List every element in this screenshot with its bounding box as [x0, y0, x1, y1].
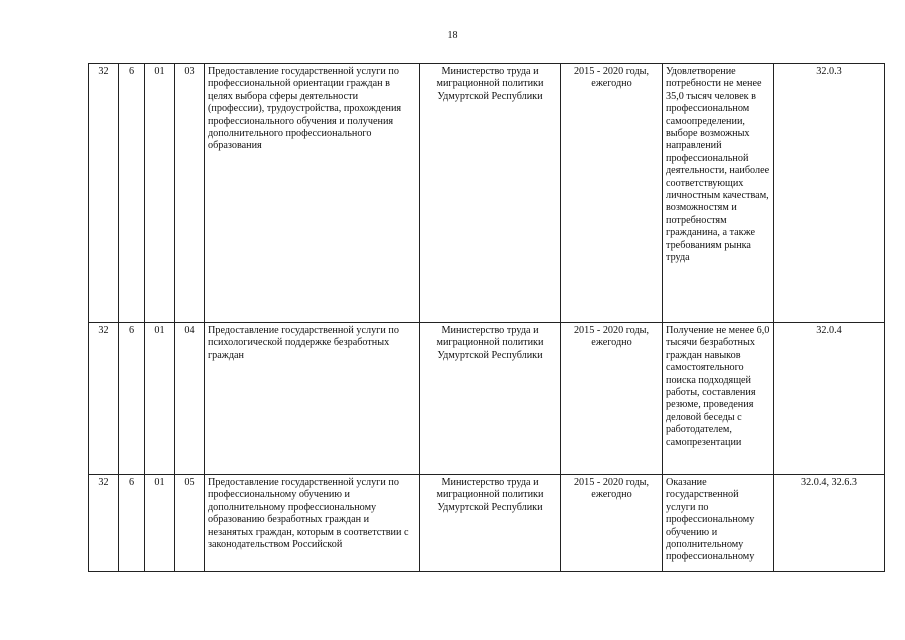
measure-name-cell: Предоставление государственной услуги по профессиональной ориентации граждан в целях выбора сферы деятельности (профессии), трудоустройства, прохождения профессионального обучения и получения дополнительного профессионального образования: [205, 64, 420, 323]
code-cell: 32: [89, 475, 119, 572]
table-row: [89, 475, 885, 572]
code-cell: 05: [175, 475, 205, 572]
period-cell: 2015 - 2020 годы, ежегодно: [561, 475, 663, 572]
period-cell: 2015 - 2020 годы, ежегодно: [561, 64, 663, 323]
code-cell: 01: [145, 475, 175, 572]
executor-cell: Министерство труда и миграционной политики Удмуртской Республики: [420, 323, 561, 475]
code-cell: 6: [119, 323, 145, 475]
period-cell: 2015 - 2020 годы, ежегодно: [561, 323, 663, 475]
program-table: [88, 63, 885, 572]
table-row: [89, 323, 885, 475]
expected-result-cell: Удовлетворение потребности не менее 35,0 тысяч человек в профессиональном самоопределении, выборе возможных направлений профессиональной деятельности, наиболее соответствующих личностным качествам, возможностям и потребностям гражданина, а также требованиям рынка труда: [663, 64, 774, 323]
indicator-ref-cell: 32.0.4, 32.6.3: [774, 475, 885, 572]
expected-result-cell: Получение не менее 6,0 тысячи безработных граждан навыков самостоятельного поиска подходящей работы, составления резюме, проведения деловой беседы с работодателем, самопрезентации: [663, 323, 774, 475]
indicator-ref-cell: 32.0.3: [774, 64, 885, 323]
code-cell: 32: [89, 323, 119, 475]
executor-cell: Министерство труда и миграционной политики Удмуртской Республики: [420, 64, 561, 323]
executor-cell: Министерство труда и миграционной политики Удмуртской Республики: [420, 475, 561, 572]
code-cell: 6: [119, 64, 145, 323]
page-number: 18: [447, 30, 458, 41]
measure-name-cell: Предоставление государственной услуги по профессиональному обучению и дополнительному профессиональному образованию безработных граждан и незанятых граждан, которым в соответствии с законодательством Российской: [205, 475, 420, 572]
code-cell: 32: [89, 64, 119, 323]
code-cell: 01: [145, 323, 175, 475]
code-cell: 6: [119, 475, 145, 572]
table-row: [89, 64, 885, 323]
indicator-ref-cell: 32.0.4: [774, 323, 885, 475]
code-cell: 03: [175, 64, 205, 323]
code-cell: 01: [145, 64, 175, 323]
expected-result-cell: Оказание государственной услуги по профессиональному обучению и дополнительному профессиональному: [663, 475, 774, 572]
code-cell: 04: [175, 323, 205, 475]
measure-name-cell: Предоставление государственной услуги по психологической поддержке безработных граждан: [205, 323, 420, 475]
